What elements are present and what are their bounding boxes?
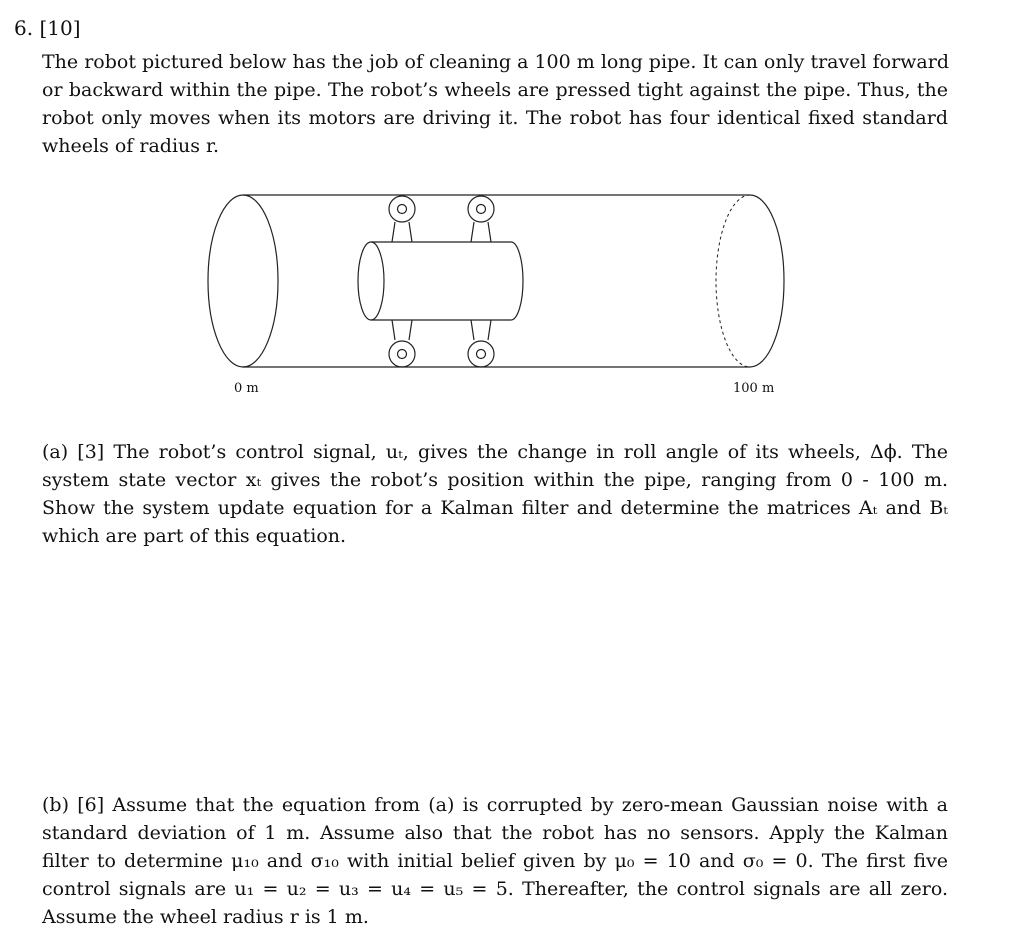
intro-line: The robot pictured below has the job of cleaning a 100 m long pipe. It can only travel forward bbox=[42, 51, 949, 73]
part-a-line: Show the system update equation for a Kalman filter and determine the matrices Aₜ and Bₜ bbox=[42, 497, 948, 519]
part-a-paragraph bbox=[42, 438, 948, 550]
part-a-line: (a) [3] The robot’s control signal, uₜ, gives the change in roll angle of its wheels, Δϕ. The bbox=[42, 441, 948, 463]
part-a-line: which are part of this equation. bbox=[42, 525, 347, 547]
pipe-robot-diagram bbox=[0, 180, 1024, 410]
problem-points: [10] bbox=[39, 16, 81, 40]
intro-paragraph bbox=[42, 48, 948, 160]
robot-body-back bbox=[511, 242, 523, 320]
label-0m: 0 m bbox=[234, 381, 259, 396]
part-b-paragraph bbox=[42, 791, 948, 931]
part-b-line: (b) [6] Assume that the equation from (a) is corrupted by zero-mean Gaussian noise with a bbox=[42, 794, 948, 816]
strut bbox=[471, 320, 474, 340]
intro-line: robot only moves when its motors are driving it. The robot has four identical fixed standard bbox=[42, 107, 948, 129]
strut bbox=[409, 320, 412, 340]
problem-number: 6. bbox=[14, 16, 34, 40]
wheel-hub bbox=[477, 205, 486, 214]
wheel-top-left bbox=[389, 196, 415, 222]
strut bbox=[392, 222, 395, 242]
strut bbox=[409, 222, 412, 242]
strut bbox=[488, 320, 491, 340]
strut bbox=[392, 320, 395, 340]
strut bbox=[471, 222, 474, 242]
wheel-top-right bbox=[468, 196, 494, 222]
wheel-bottom-left bbox=[389, 341, 415, 367]
strut bbox=[488, 222, 491, 242]
part-b-line: control signals are u₁ = u₂ = u₃ = u₄ = u₅ = 5. Thereafter, the control signals are all zero. bbox=[42, 878, 948, 900]
pipe-right-end-hidden bbox=[716, 195, 750, 367]
wheel-hub bbox=[477, 350, 486, 359]
robot-body-front bbox=[358, 242, 384, 320]
part-b-line: standard deviation of 1 m. Assume also that the robot has no sensors. Apply the Kalman bbox=[42, 822, 948, 844]
label-100m: 100 m bbox=[733, 381, 775, 396]
wheel-hub bbox=[398, 350, 407, 359]
problem-header bbox=[14, 14, 81, 42]
intro-line: or backward within the pipe. The robot’s wheels are pressed tight against the pipe. Thus, the bbox=[42, 79, 948, 101]
pipe-right-end bbox=[750, 195, 784, 367]
part-a-line: system state vector xₜ gives the robot’s position within the pipe, ranging from 0 - 100 m. bbox=[42, 469, 948, 491]
wheel-bottom-right bbox=[468, 341, 494, 367]
pipe-robot-figure bbox=[0, 180, 1024, 410]
wheel-hub bbox=[398, 205, 407, 214]
intro-line: wheels of radius r. bbox=[42, 135, 220, 157]
part-b-line: Assume the wheel radius r is 1 m. bbox=[42, 906, 369, 928]
pipe-left-end bbox=[208, 195, 278, 367]
part-b-line: filter to determine μ₁₀ and σ₁₀ with initial belief given by μ₀ = 10 and σ₀ = 0. The first five bbox=[42, 850, 948, 872]
